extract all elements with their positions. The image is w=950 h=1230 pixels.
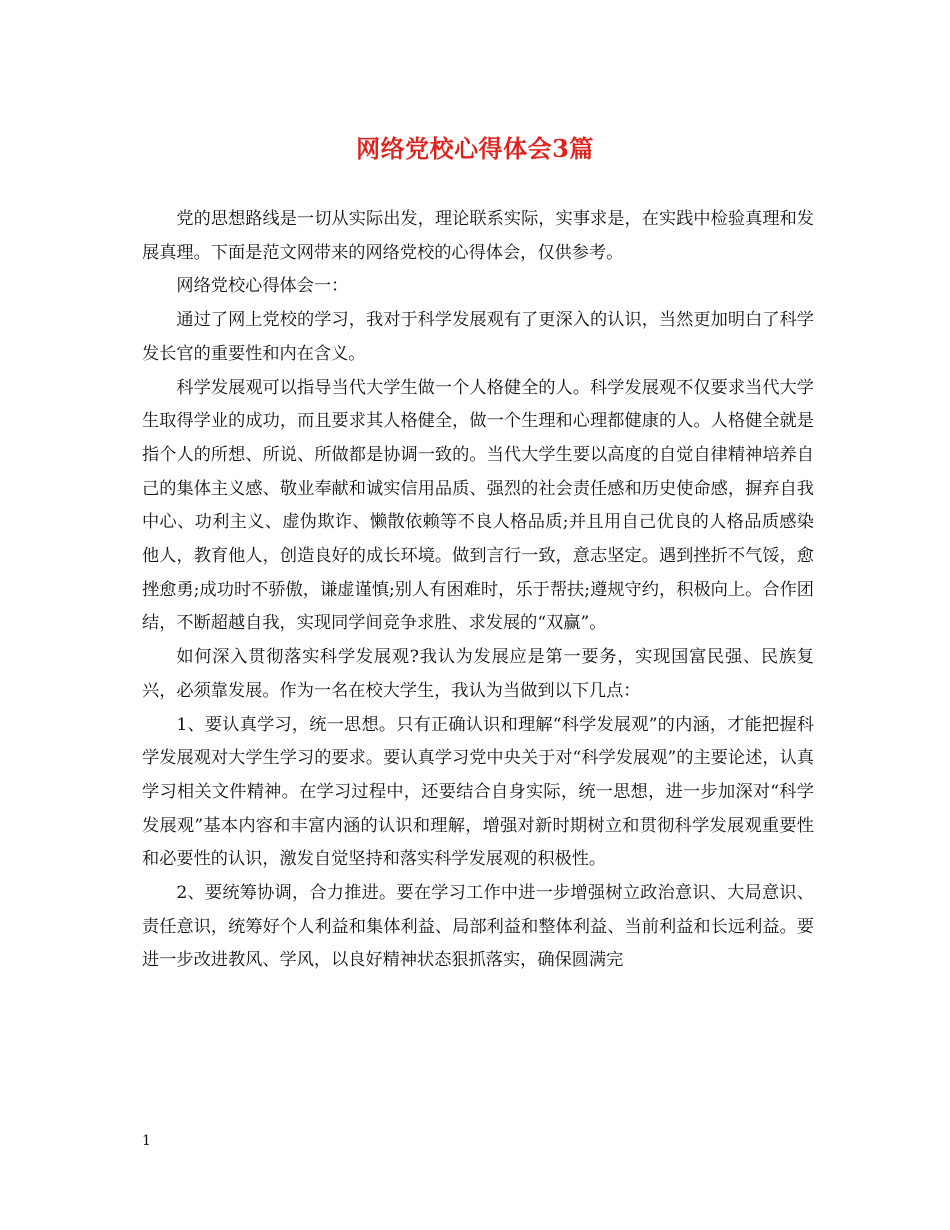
paragraph-heading-one: 网络党校心得体会一： <box>176 276 349 297</box>
paragraph: 如何深入贯彻落实科学发展观?我认为发展应是第一要务，实现国富民强、民族复兴，必须靠发展。作为一名在校大学生，我认为当做到以下几点： <box>142 647 814 701</box>
paragraph-intro: 党的思想路线是一切从实际出发，理论联系实际，实事求是，在实践中检验真理和发展真理。下面是范文网带来的网络党校的心得体会，仅供参考。 <box>142 209 814 263</box>
paragraph-point-2: 2、要统筹协调，合力推进。要在学习工作中进一步增强树立政治意识、大局意识、责任意识，统筹好个人利益和集体利益、局部利益和整体利益、当前利益和长远利益。要进一步改进教风、学风，以良好精神状态狠抓落实，确保圆满完 <box>142 883 814 971</box>
paragraph: 通过了网上党校的学习，我对于科学发展观有了更深入的认识，当然更加明白了科学发长官的重要性和内在含义。 <box>142 310 814 364</box>
document-title: 网络党校心得体会3篇 <box>356 134 594 163</box>
page-number: 1 <box>142 1133 151 1149</box>
paragraph: 科学发展观可以指导当代大学生做一个人格健全的人。科学发展观不仅要求当代大学生取得学业的成功，而且要求其人格健全，做一个生理和心理都健康的人。人格健全就是指个人的所想、所说、所做都是协调一致的。当代大学生要以高度的自觉自律精神培养自己的集体主义感、敬业奉献和诚实信用品质、强烈的社会责任感和历史使命感，摒弃自我中心、功利主义、虚伪欺诈、懒散依赖等不良人格品质;并且用自己优良的人格品质感染他人，教育他人，创造良好的成长环境。做到言行一致，意志坚定。遇到挫折不气馁，愈挫愈勇;成功时不骄傲，谦虚谨慎;别人有困难时，乐于帮扶;遵规守约，积极向上。合作团结，不断超越自我，实现同学间竞争求胜、求发展的“双赢”。 <box>142 377 814 634</box>
paragraph-point-1: 1、要认真学习，统一思想。只有正确认识和理解“科学发展观”的内涵，才能把握科学发展观对大学生学习的要求。要认真学习党中央关于对“科学发展观”的主要论述，认真学习相关文件精神。在学习过程中，还要结合自身实际，统一思想，进一步加深对“科学发展观”基本内容和丰富内涵的认识和理解，增强对新时期树立和贯彻科学发展观重要性和必要性的认识，激发自觉坚持和落实科学发展观的积极性。 <box>142 714 814 870</box>
document-body <box>142 203 814 978</box>
